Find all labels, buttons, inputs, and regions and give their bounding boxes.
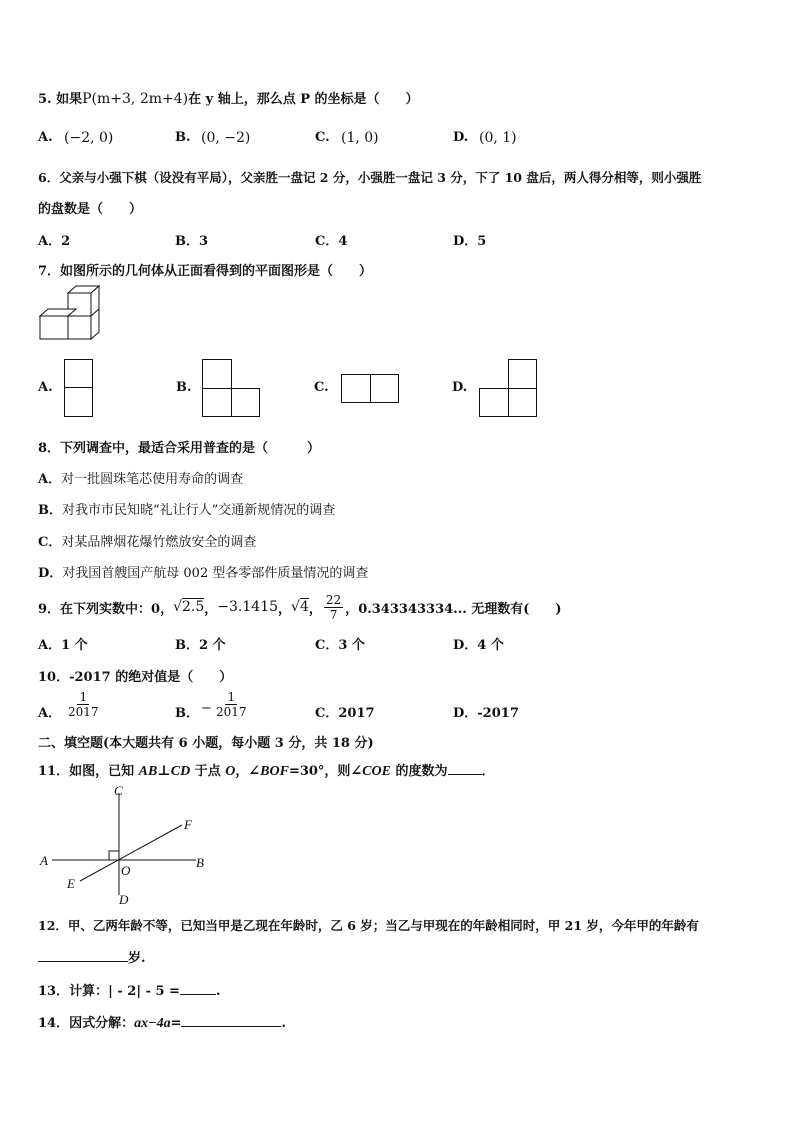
- q5-option-c[interactable]: (1, 0): [341, 130, 379, 146]
- q12-answer-blank[interactable]: [38, 949, 128, 962]
- q8-option-b[interactable]: B．对我市市民知晓“礼让行人”交通新规情况的调查: [38, 503, 336, 518]
- point-label-c: C: [114, 783, 123, 798]
- q10-options: A． 1 2017 B． − 1 2017 C．2017 D．-2017: [38, 690, 519, 721]
- q9-option-d[interactable]: D．4 个: [453, 638, 504, 653]
- q9-option-c[interactable]: C．3 个: [315, 638, 365, 653]
- q8-option-d[interactable]: D．对我国首艘国产航母 002 型各零部件质量情况的调查: [38, 566, 369, 581]
- q8-stem: 8．下列调查中，最适合采用普查的是（ ）: [38, 441, 321, 456]
- point-label-b: B: [196, 855, 204, 870]
- q7-stem: 7．如图所示的几何体从正面看得到的平面图形是（ ）: [38, 264, 373, 279]
- q12-line1: 12．甲、乙两年龄不等，已知当甲是乙现在年龄时，乙 6 岁；当乙与甲现在的年龄相同时，甲 21 岁，今年甲的年龄有: [38, 918, 699, 933]
- q14-stem: 14．因式分解：ax−4a= .: [38, 1016, 287, 1031]
- q7-option-b-figure[interactable]: [202, 359, 260, 417]
- q10-option-a[interactable]: 1 2017: [68, 690, 99, 719]
- q10-option-d[interactable]: D．-2017: [453, 706, 519, 721]
- sqrt-2-5: √2.5: [173, 599, 205, 615]
- q11-answer-blank[interactable]: [448, 762, 482, 775]
- q10-option-c[interactable]: C．2017: [315, 706, 375, 721]
- fraction-22-7: 22 7: [325, 592, 342, 622]
- sqrt-4: √4: [291, 599, 309, 615]
- q10-stem: 10．-2017 的绝对值是（ ）: [38, 670, 233, 685]
- q5-stem: 5. 如果P(m+3, 2m+4)在 y 轴上，那么点 P 的坐标是（ ）: [38, 91, 419, 107]
- point-label-e: E: [67, 876, 75, 891]
- q7-solid-figure: [38, 286, 108, 346]
- right-angle-mark: [109, 851, 119, 860]
- q6-option-d[interactable]: D．5: [453, 234, 487, 249]
- q9-stem: 9．在下列实数中：0， √2.5 ， −3.1415 ， √4 ， 22 7 ， 0.343343334... 无理数有( ): [38, 592, 562, 622]
- q5-option-b[interactable]: (0, −2): [201, 130, 251, 146]
- q8-option-c[interactable]: C．对某品牌烟花爆竹燃放安全的调查: [38, 535, 257, 550]
- q9-option-b[interactable]: B．2 个: [175, 638, 226, 653]
- q6-option-b[interactable]: B．3: [175, 234, 209, 249]
- point-label-o: O: [121, 863, 131, 878]
- line-ef: [80, 825, 182, 881]
- point-label-f: F: [184, 817, 192, 832]
- q14-answer-blank[interactable]: [181, 1014, 281, 1027]
- q8-option-a[interactable]: A．对一批圆珠笔芯使用寿命的调查: [38, 472, 244, 487]
- q6-option-c[interactable]: C．4: [315, 234, 348, 249]
- q12-line2: 岁.: [38, 947, 146, 966]
- q13-answer-blank[interactable]: [180, 982, 216, 995]
- q10-option-b[interactable]: 1 2017: [216, 690, 247, 719]
- q7-option-c-figure[interactable]: [341, 374, 399, 403]
- q6-stem-line1: 6．父亲与小强下棋（设没有平局），父亲胜一盘记 2 分，小强胜一盘记 3 分，下了 10 盘后，两人得分相等，则小强胜: [38, 170, 702, 185]
- q5-option-a[interactable]: (−2, 0): [64, 130, 114, 146]
- section-heading: 二、填空题(本大题共有 6 小题，每小题 3 分，共 18 分): [38, 736, 374, 751]
- q7-option-a-figure[interactable]: [64, 359, 93, 417]
- point-label-a: A: [40, 853, 48, 868]
- q11-geometry-figure: [38, 783, 218, 908]
- q11-stem: 11．如图，已知 AB⊥CD 于点 O，∠BOF=30°，则∠COE 的度数为 ．: [38, 764, 495, 779]
- point-label-d: D: [119, 892, 129, 907]
- q6-stem-line2: 的盘数是（ ）: [38, 202, 143, 217]
- q6-option-a[interactable]: A．2: [38, 234, 71, 249]
- q7-option-d-figure[interactable]: [479, 359, 537, 417]
- q5-option-d[interactable]: (0, 1): [479, 130, 517, 146]
- q9-option-a[interactable]: A．1 个: [38, 638, 88, 653]
- q5-options: A. (−2, 0) B. (0, −2) C. (1, 0) D. (0, 1): [38, 130, 517, 146]
- q13-stem: 13．计算：| - 2| - 5 = .: [38, 984, 221, 999]
